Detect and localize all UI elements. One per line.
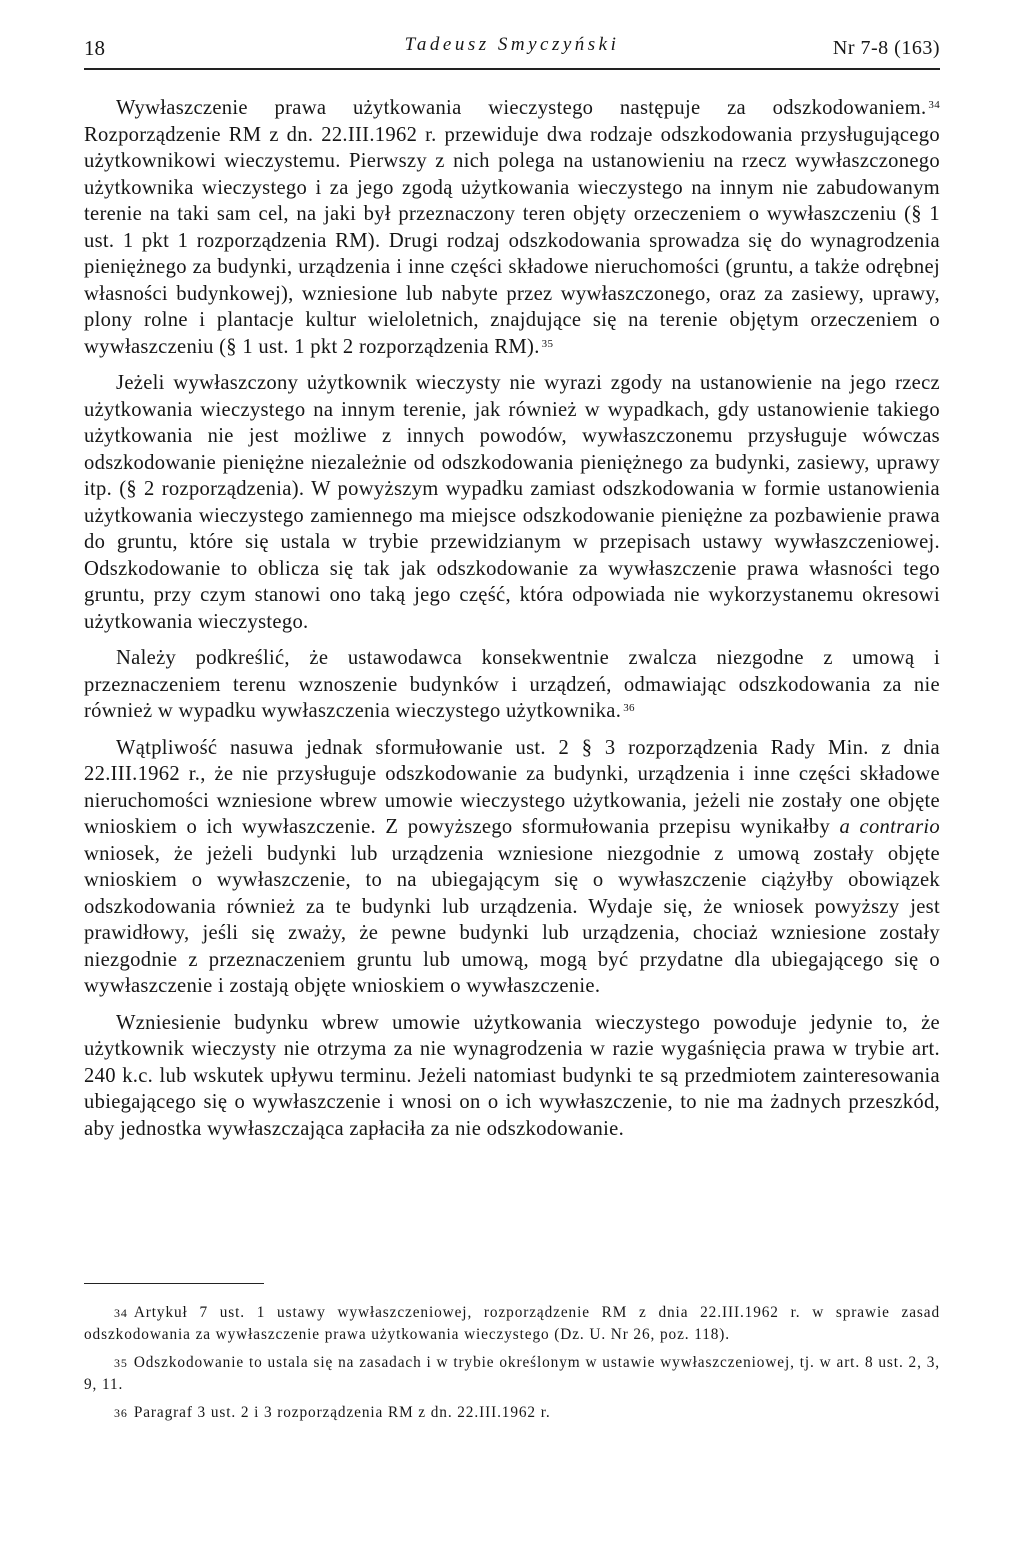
paragraph-text: wniosek, że jeżeli budynki lub urządzenia wzniesione niezgodnie z umową zostały objęte wnioskiem o wywłaszczenie, to na ubiegającym się o wywłaszczenie ciążyłby obowiązek odszkodowania również za te budynki lub urządzenia. Wydaje się, że wniosek powyższy jest prawidłowy, jeśli się zważy, że pewne budynki lub urządzenia, chociaż wzniesione zostały niezgodnie z przeznaczeniem gruntu lub umową, mogą być przydatne dla ubiegającego się o wywłaszczenie i zostają objęte wnioskiem o wywłaszczenie. — [84, 842, 940, 997]
footnote-text: Paragraf 3 ust. 2 i 3 rozporządzenia RM z dn. 22.III.1962 r. — [133, 1404, 551, 1421]
footnote — [84, 1402, 940, 1424]
paragraph — [84, 645, 940, 725]
paragraph — [84, 95, 940, 360]
body-text — [84, 95, 940, 1152]
paragraph — [84, 1010, 940, 1143]
footnote-number: 34 — [114, 1306, 128, 1320]
footnote-text: Odszkodowanie to ustala się na zasadach i w trybie określonym w ustawie wywłaszczeniowej, tj. w art. 8 ust. 2, 3, 9, 11. — [84, 1354, 940, 1393]
paragraph-text: Rozporządzenie RM z dn. 22.III.1962 r. przewiduje dwa rodzaje odszkodowania przysługującego użytkownikowi wieczystemu. Pierwszy z nich polega na ustanowieniu na rzecz wywłaszczonego użytkownika wieczystego i za jego zgodą użytkowania wieczystego na innym nie zabudowanym terenie na taki sam cel, na jaki był przeznaczony teren objęty orzeczeniem o wywłaszczeniu (§ 1 ust. 1 pkt 1 rozporządzenia RM). Drugi rodzaj odszkodowania sprowadza się do wynagrodzenia pieniężnego za budynki, urządzenia i inne części składowe nieruchomości (gruntu, a także odrębnej własności budynkowej), wzniesione lub nabyte przez wywłaszczonego, oraz za zasiewy, uprawy, plony rolne i plantacje kultur wieloletnich, znajdujące się na terenie objętym orzeczeniem o wywłaszczeniu (§ 1 ust. 1 pkt 2 rozporządzenia RM). — [84, 123, 940, 358]
paragraph-text: Należy podkreślić, że ustawodawca konsekwentnie zwalcza niezgodne z umową i przeznaczeniem terenu wznoszenie budynków i urządzeń, odmawiając odszkodowania za nie również w wypadku wywłaszczenia wieczystego użytkownika. — [84, 647, 940, 722]
footnote-ref: 35 — [541, 337, 554, 350]
running-author: Tadeusz Smyczyński — [404, 34, 620, 55]
latin-phrase: a contrario — [839, 816, 941, 838]
header-rule — [84, 68, 940, 70]
footnotes — [84, 1302, 940, 1431]
footnote — [84, 1352, 940, 1395]
paragraph-text: Jeżeli wywłaszczony użytkownik wieczysty nie wyrazi zgody na ustanowienie na jego rzecz użytkowania wieczystego na innym terenie, jak również w wypadkach, gdy ustanowienie takiego użytkowania nie jest możliwe z innych powodów, wywłaszczonemu przysługuje wówczas odszkodowanie pieniężne niezależnie od odszkodowania pieniężnego za budynki, zasiewy, uprawy itp. (§ 2 rozporządzenia). W powyższym wypadku zamiast odszkodowania w formie ustanowienia użytkowania wieczystego zamiennego ma miejsce odszkodowanie pieniężne za pozbawienie prawa do gruntu, które się ustala w trybie przewidzianym w przepisach ustawy wywłaszczeniowej. Odszkodowanie to oblicza się tak jak odszkodowanie za wywłaszczenie prawa własności tego gruntu, przy czym stanowi ono taką jego część, która odpowiada nie wykorzystanemu okresowi użytkowania wieczystego. — [84, 372, 940, 633]
footnote-rule — [84, 1283, 264, 1284]
paragraph-text: Wątpliwość nasuwa jednak sformułowanie ust. 2 § 3 rozporządzenia Rady Min. z dnia 22.III.1962 r., że nie przysługuje odszkodowanie za budynki, urządzenia i inne części składowe nieruchomości wzniesione wbrew umowie wieczystego użytkowania, jeżeli nie zostały one objęte wnioskiem o ich wywłaszczenie. Z powyższego sformułowania przepisu wynikałby — [84, 736, 940, 838]
footnote-ref: 36 — [623, 702, 635, 714]
running-header — [84, 30, 940, 70]
footnote-ref: 34 — [928, 99, 940, 111]
footnote-number: 35 — [114, 1356, 128, 1370]
paragraph-text: Wzniesienie budynku wbrew umowie użytkowania wieczystego powoduje jedynie to, że użytkownik wieczysty nie otrzyma za nie wynagrodzenia w razie wygaśnięcia prawa w trybie art. 240 k.c. lub wskutek upływu terminu. Jeżeli natomiast budynki te są przedmiotem zainteresowania ubiegającego się o wywłaszczenie i wnosi on o ich wywłaszczenie, to nie ma żadnych przeszkód, aby jednostka wywłaszczająca zapłaciła za nie odszkodowanie. — [84, 1011, 940, 1140]
issue-number: Nr 7-8 (163) — [832, 37, 940, 59]
paragraph — [84, 735, 940, 1000]
paragraph — [84, 370, 940, 635]
footnote-text: Artykuł 7 ust. 1 ustawy wywłaszczeniowej, rozporządzenie RM z dnia 22.III.1962 r. w sprawie zasad odszkodowania za wywłaszczenie prawa użytkowania wieczystego (Dz. U. Nr 26, poz. 118). — [84, 1304, 940, 1343]
footnote — [84, 1302, 940, 1345]
paragraph-text: Wywłaszczenie prawa użytkowania wieczystego następuje za odszkodowaniem. — [116, 97, 927, 119]
footnote-number: 36 — [114, 1406, 128, 1420]
page-number: 18 — [84, 36, 105, 60]
